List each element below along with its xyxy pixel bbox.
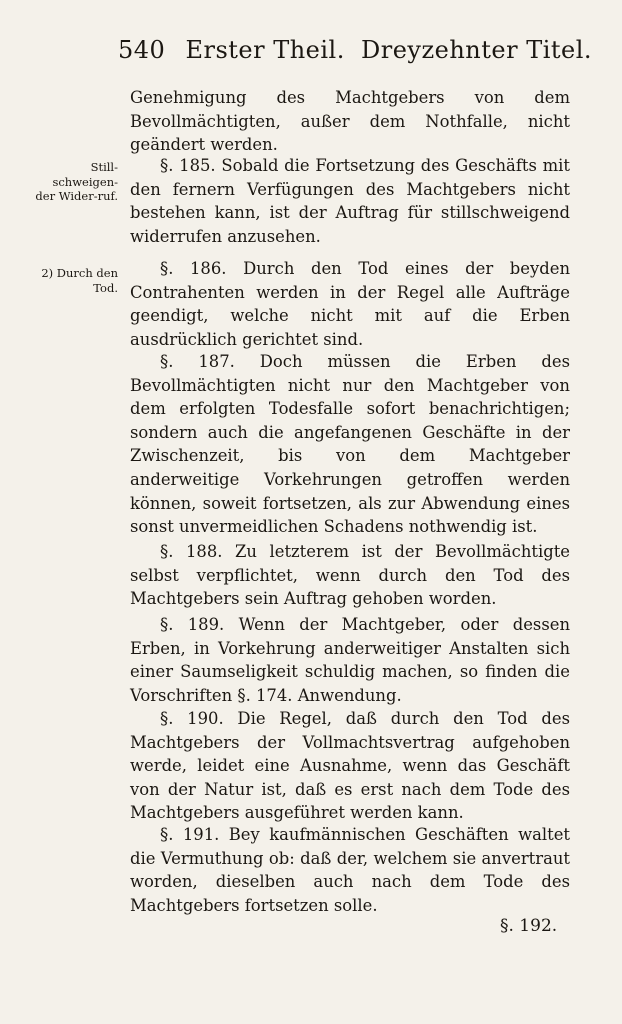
margin-note-tacit-revocation: Still-schweigen-der Wider-ruf. <box>35 160 118 203</box>
paragraph-188: §. 188. Zu letzterem ist der Bevollmächtigte selbst verpflichtet, wenn durch den Tod des Machtgebers sein Auftrag gehoben worden. <box>130 542 570 609</box>
header-title: Dreyzehnter Titel. <box>361 36 593 64</box>
paragraph-189: §. 189. Wenn der Machtgeber, oder dessen Erben, in Vorkehrung anderweitiger Anstalten sich einer Saumseligkeit schuldig machen, so finden die Vorschriften §. 174. Anwendung. <box>130 615 570 705</box>
page-number: 540 <box>118 36 166 64</box>
catchword: §. 192. <box>500 916 558 936</box>
paragraph-191: §. 191. Bey kaufmännischen Geschäften waltet die Vermuthung ob: daß der, welchem sie anvertraut worden, dieselben auch nach dem Tode des Machtgebers fortsetzen solle. <box>130 825 570 915</box>
paragraph-186: §. 186. Durch den Tod eines der beyden Contrahenten werden in der Regel alle Aufträge geendigt, welche nicht mit auf die Erben ausdrücklich gerichtet sind. <box>130 259 570 349</box>
header-part: Erster Theil. <box>185 36 345 64</box>
paragraph-185: §. 185. Sobald die Fortsetzung des Geschäfts mit den fernern Verfügungen des Machtgebers nicht bestehen kann, ist der Auftrag für stillschweigend widerrufen anzusehen. <box>130 156 570 246</box>
paragraph-187: §. 187. Doch müssen die Erben des Bevollmächtigten nicht nur den Machtgeber von dem erfolgten Todesfalle sofort benachrichtigen; sondern auch die angefangenen Geschäfte in der Zwischenzeit, bis von dem Machtgeber anderweitige Vorkehrungen getroffen werden können, soweit fortsetzen, als zur Abwendung eines sonst unvermeidlichen Schadens nothwendig ist. <box>130 352 570 537</box>
running-header <box>118 36 593 64</box>
margin-note-by-death: 2) Durch den Tod. <box>41 266 118 295</box>
continuation-paragraph: Genehmigung des Machtgebers von dem Bevollmächtigten, außer dem Nothfalle, nicht geändert werden. <box>130 88 570 155</box>
paragraph-190: §. 190. Die Regel, daß durch den Tod des Machtgebers der Vollmachtsvertrag aufgehoben werde, leidet eine Ausnahme, wenn das Geschäft von der Natur ist, daß es erst nach dem Tode des Machtgebers ausgeführet werden kann. <box>130 709 570 823</box>
